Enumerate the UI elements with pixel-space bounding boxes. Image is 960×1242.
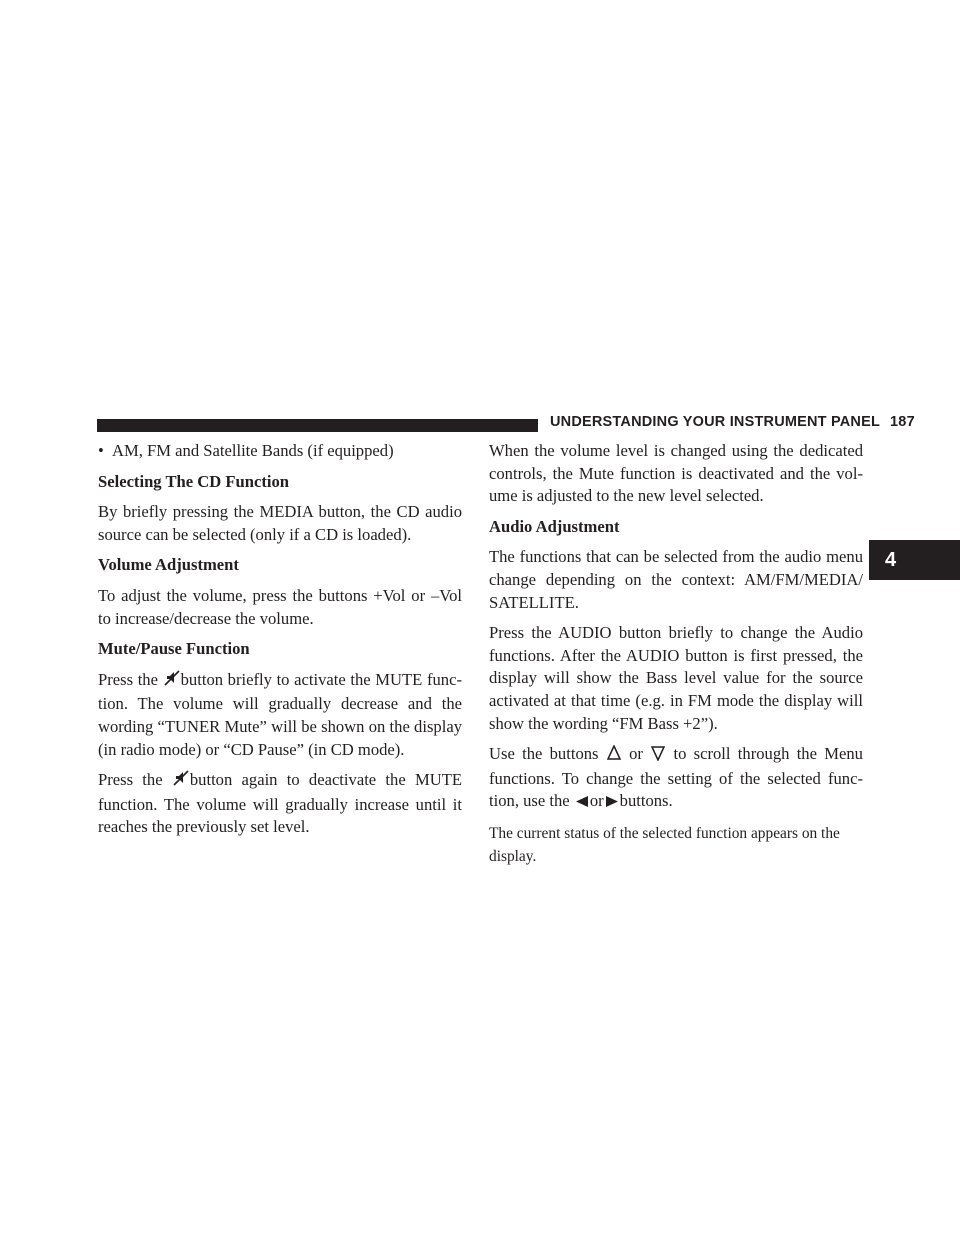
left-column	[98, 440, 462, 847]
volume-paragraph: To adjust the volume, press the buttons +Vol or –Vol to increase/decrease the volume.	[98, 585, 462, 628]
right-column	[489, 440, 863, 876]
audio-p3-lead: Use the buttons	[489, 744, 599, 764]
audio-heading: Audio Adjustment	[489, 516, 620, 536]
mute-heading: Mute/Pause Function	[98, 639, 250, 659]
arrow-left-icon	[575, 792, 589, 815]
audio-p3-end: buttons.	[619, 791, 673, 811]
mute-p2-text: button again to deactivate the MUTE function. The volume will gradually increase until it reaches the previously set level.	[98, 770, 462, 837]
triangle-down-icon	[651, 745, 665, 768]
volume-heading: Volume Adjustment	[98, 555, 239, 575]
chapter-tab	[869, 540, 960, 580]
cd-heading: Selecting The CD Function	[98, 471, 289, 491]
audio-p3-or-1: or	[629, 744, 643, 764]
triangle-up-icon	[607, 745, 621, 768]
audio-paragraph-4: The current status of the selected function appears on the display.	[489, 824, 840, 865]
arrow-right-icon	[605, 792, 619, 815]
list-item	[98, 440, 462, 463]
mute-icon	[164, 670, 180, 694]
cd-paragraph: By briefly pressing the MEDIA button, the CD audio source can be selected (only if a CD is loaded).	[98, 502, 462, 544]
audio-p3-middle: to scroll through the Menu functions. To change the setting of the selected func- tion, use the	[489, 744, 863, 811]
audio-paragraph-1: The functions that can be selected from the audio menu change depending on the context: AM/FM/MEDIA/ SATELLITE.	[489, 547, 863, 612]
volume-change-paragraph: When the volume level is changed using the dedicated controls, the Mute function is deactivated and the vol- ume is adjusted to the new level selected.	[489, 441, 863, 506]
section-title: UNDERSTANDING YOUR INSTRUMENT PANEL	[550, 414, 881, 430]
mute-p2-lead: Press the	[98, 770, 163, 790]
page-number: 187	[890, 414, 915, 430]
audio-p3-or-2: or	[589, 791, 604, 811]
mute-p1-lead: Press the	[98, 669, 158, 689]
audio-paragraph-2: Press the AUDIO button briefly to change the Audio functions. After the AUDIO button is first pressed, the display will show the Bass level value for the source activated at that time (e.g. in FM mode the display will show the wording “FM Bass +2”).	[489, 623, 863, 733]
audio-paragraph-3	[489, 743, 863, 815]
mute-paragraph-2	[98, 769, 462, 839]
chapter-number: 4	[885, 548, 897, 571]
mute-paragraph-1	[98, 669, 462, 761]
running-header	[550, 414, 915, 430]
mute-p1-text: button briefly to activate the MUTE func- tion. The volume will gradually decrease and the wording “TUNER Mute” will be shown on the display (in radio mode) or “CD Pause” (in CD mode).	[98, 669, 462, 759]
mute-icon	[173, 770, 189, 794]
bullet-dot: •	[98, 441, 104, 460]
header-rule	[97, 419, 538, 432]
bullet-text: AM, FM and Satellite Bands (if equipped)	[112, 441, 394, 460]
